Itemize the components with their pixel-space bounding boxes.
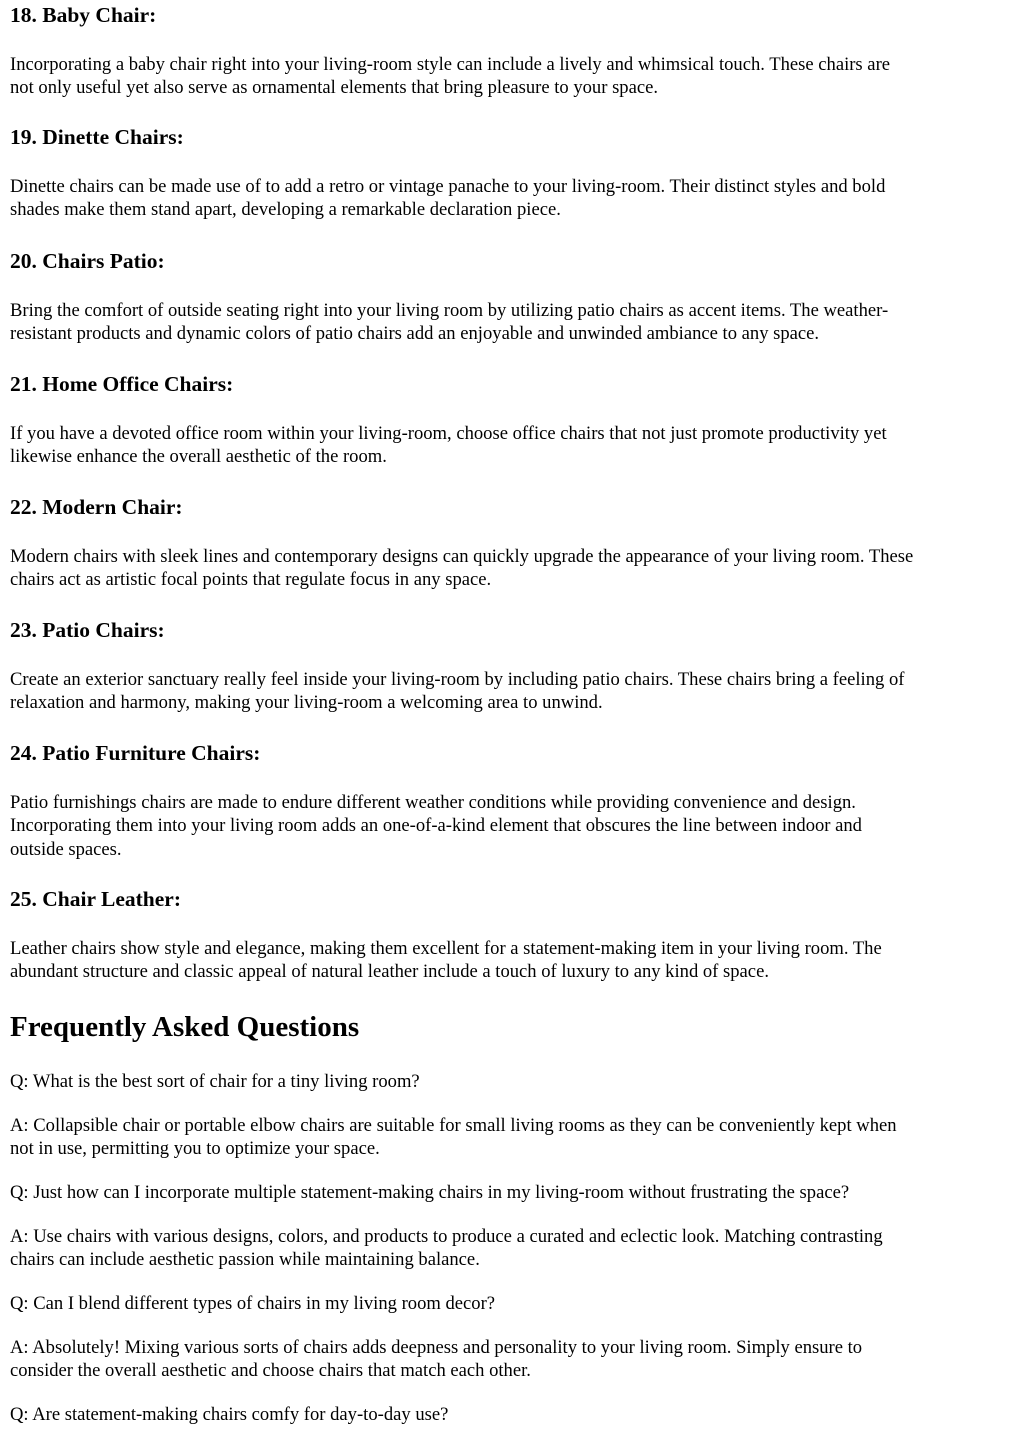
section-paragraph-modern-chair (10, 545, 1018, 592)
paragraph-line: A: Use chairs with various designs, colors, and products to produce a curated and eclectic look. Matching contrasting (10, 1226, 883, 1247)
paragraph-line: A: Absolutely! Mixing various sorts of chairs adds deepness and personality to your living room. Simply ensure to (10, 1337, 863, 1358)
paragraph-line: A: Collapsible chair or portable elbow chairs are suitable for small living rooms as they can be conveniently kept when (10, 1115, 897, 1136)
paragraph-line: Patio furnishings chairs are made to endure different weather conditions while providing convenience and design. (10, 792, 856, 813)
paragraph-line: shades make them stand apart, developing a remarkable declaration piece. (10, 199, 561, 221)
paragraph-line: Leather chairs show style and elegance, making them excellent for a statement-making item in your living room. The (10, 938, 882, 959)
paragraph-line: Q: Just how can I incorporate multiple statement-making chairs in my living-room without frustrating the space? (10, 1182, 850, 1203)
section-paragraph-patio-furniture-chairs (10, 791, 1018, 861)
section-paragraph-dinette-chairs (10, 175, 1018, 222)
paragraph-line: abundant structure and classic appeal of natural leather include a touch of luxury to any kind of space. (10, 961, 769, 983)
faq-answer (10, 1336, 1018, 1383)
paragraph-line: consider the overall aesthetic and choose chairs that match each other. (10, 1360, 531, 1382)
paragraph-line: Dinette chairs can be made use of to add a retro or vintage panache to your living-room. Their distinct styles and bold (10, 176, 886, 197)
faq-answer (10, 1225, 1018, 1272)
paragraph-line: Q: Are statement-making chairs comfy for day-to-day use? (10, 1404, 449, 1425)
paragraph-line: Q: What is the best sort of chair for a tiny living room? (10, 1071, 420, 1092)
section-paragraph-chairs-patio (10, 299, 1018, 346)
paragraph-line: likewise enhance the overall aesthetic of the room. (10, 446, 387, 468)
section-heading-home-office-chairs: 21. Home Office Chairs: (10, 372, 234, 396)
section-paragraph-home-office-chairs (10, 422, 1018, 469)
section-heading-patio-chairs: 23. Patio Chairs: (10, 618, 165, 642)
section-paragraph-baby-chair (10, 53, 1018, 100)
faq-answer (10, 1114, 1018, 1161)
section-heading-modern-chair: 22. Modern Chair: (10, 495, 183, 519)
paragraph-line: chairs can include aesthetic passion while maintaining balance. (10, 1249, 480, 1271)
paragraph-line: relaxation and harmony, making your living-room a welcoming area to unwind. (10, 692, 603, 714)
paragraph-line: chairs act as artistic focal points that regulate focus in any space. (10, 569, 492, 591)
faq-question (10, 1181, 1018, 1204)
faq-heading: Frequently Asked Questions (10, 1011, 360, 1043)
faq-question (10, 1070, 1018, 1093)
section-heading-chairs-patio: 20. Chairs Patio: (10, 249, 165, 273)
paragraph-line: Incorporating a baby chair right into your living-room style can include a lively and whimsical touch. These chairs are (10, 54, 891, 75)
section-heading-chair-leather: 25. Chair Leather: (10, 887, 181, 911)
paragraph-line: not only useful yet also serve as ornamental elements that bring pleasure to your space. (10, 77, 659, 99)
paragraph-line: Q: Can I blend different types of chairs in my living room decor? (10, 1293, 496, 1314)
paragraph-line: Incorporating them into your living room adds an one-of-a-kind element that obscures the line between indoor and (10, 815, 862, 837)
section-heading-patio-furniture-chairs: 24. Patio Furniture Chairs: (10, 741, 261, 765)
paragraph-line: not in use, permitting you to optimize your space. (10, 1138, 380, 1160)
faq-question (10, 1292, 1018, 1315)
section-paragraph-patio-chairs (10, 668, 1018, 715)
section-heading-baby-chair: 18. Baby Chair: (10, 3, 157, 27)
section-heading-dinette-chairs: 19. Dinette Chairs: (10, 125, 184, 149)
paragraph-line: Modern chairs with sleek lines and contemporary designs can quickly upgrade the appearance of your living room. These (10, 546, 914, 567)
paragraph-line: Bring the comfort of outside seating right into your living room by utilizing patio chairs as accent items. The weather- (10, 300, 889, 321)
paragraph-line: If you have a devoted office room within your living-room, choose office chairs that not just promote productivity yet (10, 423, 887, 444)
paragraph-line: resistant products and dynamic colors of patio chairs add an enjoyable and unwinded ambiance to any space. (10, 323, 820, 345)
paragraph-line: outside spaces. (10, 838, 122, 860)
paragraph-line: Create an exterior sanctuary really feel inside your living-room by including patio chairs. These chairs bring a feeling of (10, 669, 905, 690)
section-paragraph-chair-leather (10, 937, 1018, 984)
faq-question (10, 1403, 1018, 1426)
